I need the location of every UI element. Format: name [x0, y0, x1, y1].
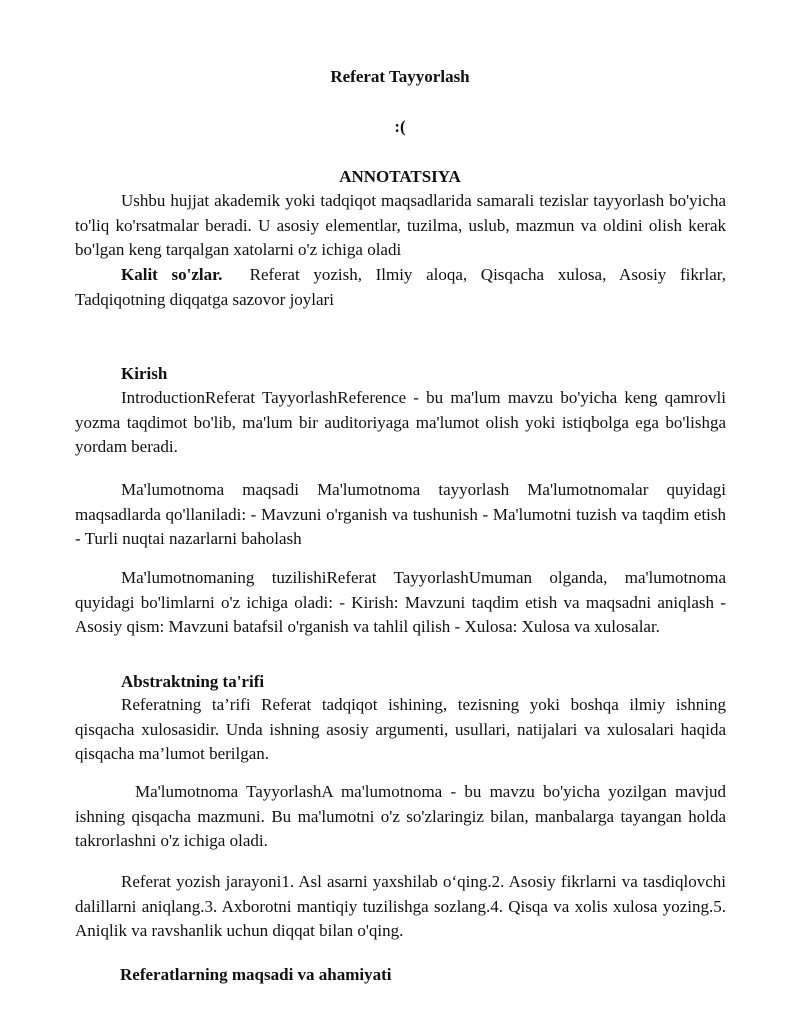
- intro-paragraph-1: IntroductionReferat TayyorlashReference - bu ma'lum mavzu bo'yicha keng qamrovli yozma taqdimot bo'lib, ma'lum bir auditoriyaga ma'lumot olish yoki istiqbolga ega bo'lishga yordam beradi.: [75, 388, 726, 457]
- abstract-heading: Abstraktning ta'rifi: [121, 672, 265, 691]
- intro-heading: Kirish: [121, 364, 168, 383]
- emoticon-line: :(: [394, 117, 406, 136]
- keywords-paragraph: [75, 263, 726, 312]
- intro-paragraph-2: Ma'lumotnoma maqsadi Ma'lumotnoma tayyorlash Ma'lumotnomalar quyidagi maqsadlarda qo'llaniladi: - Mavzuni o'rganish va tushunish - Ma'lumotni tuzish va taqdim etish - Turli nuqtai nazarlarni baholash: [75, 480, 726, 549]
- document-title: Referat Tayyorlash: [330, 67, 470, 86]
- annotation-heading: ANNOTATSIYA: [339, 167, 461, 186]
- abstract-paragraph-3: Referat yozish jarayoni1. Asl asarni yaxshilab o‘qing.2. Asosiy fikrlarni va tasdiqlovchi dalillarni aniqlang.3. Axborotni mantiqiy tuzilishga sozlang.4. Qisqa va xolis xulosa yozing.5. Aniqlik va ravshanlik uchun diqqat bilan o'qing.: [75, 872, 726, 941]
- intro-paragraph-3: Ma'lumotnomaning tuzilishiReferat TayyorlashUmuman olganda, ma'lumotnoma quyidagi bo'limlarni o'z ichiga oladi: - Kirish: Mavzuni taqdim etish va maqsadni aniqlash - Asosiy qism: Mavzuni batafsil o'rganish va tahlil qilish - Xulosa: Xulosa va xulosalar.: [75, 568, 726, 637]
- keywords-text: Referat yozish, Ilmiy aloqa, Qisqacha xulosa, Asosiy fikrlar, Tadqiqotning diqqatga sazovor joylari: [75, 265, 726, 309]
- keywords-label: Kalit so'zlar.: [121, 265, 223, 284]
- abstract-paragraph-1: Referatning ta’rifi Referat tadqiqot ishining, tezisning yoki boshqa ilmiy ishning qisqacha xulosasidir. Unda ishning asosiy argumenti, usullari, natijalari va xulosalari haqida qisqacha ma’lumot berilgan.: [75, 695, 726, 764]
- annotation-paragraph: Ushbu hujjat akademik yoki tadqiqot maqsadlarida samarali tezislar tayyorlash bo'yicha to'liq ko'rsatmalar beradi. U asosiy elementlar, tuzilma, uslub, mazmun va oldini olish kerak bo'lgan keng tarqalgan xatolarni o'z ichiga oladi: [75, 191, 726, 260]
- abstract-paragraph-2: Ma'lumotnoma TayyorlashA ma'lumotnoma - bu mavzu bo'yicha yozilgan mavjud ishning qisqacha mazmuni. Bu ma'lumotni o'z so'zlaringiz bilan, manbalarga tayangan holda takrorlashni o'z ichiga oladi.: [75, 782, 726, 851]
- purpose-heading: Referatlarning maqsadi va ahamiyati: [120, 965, 392, 984]
